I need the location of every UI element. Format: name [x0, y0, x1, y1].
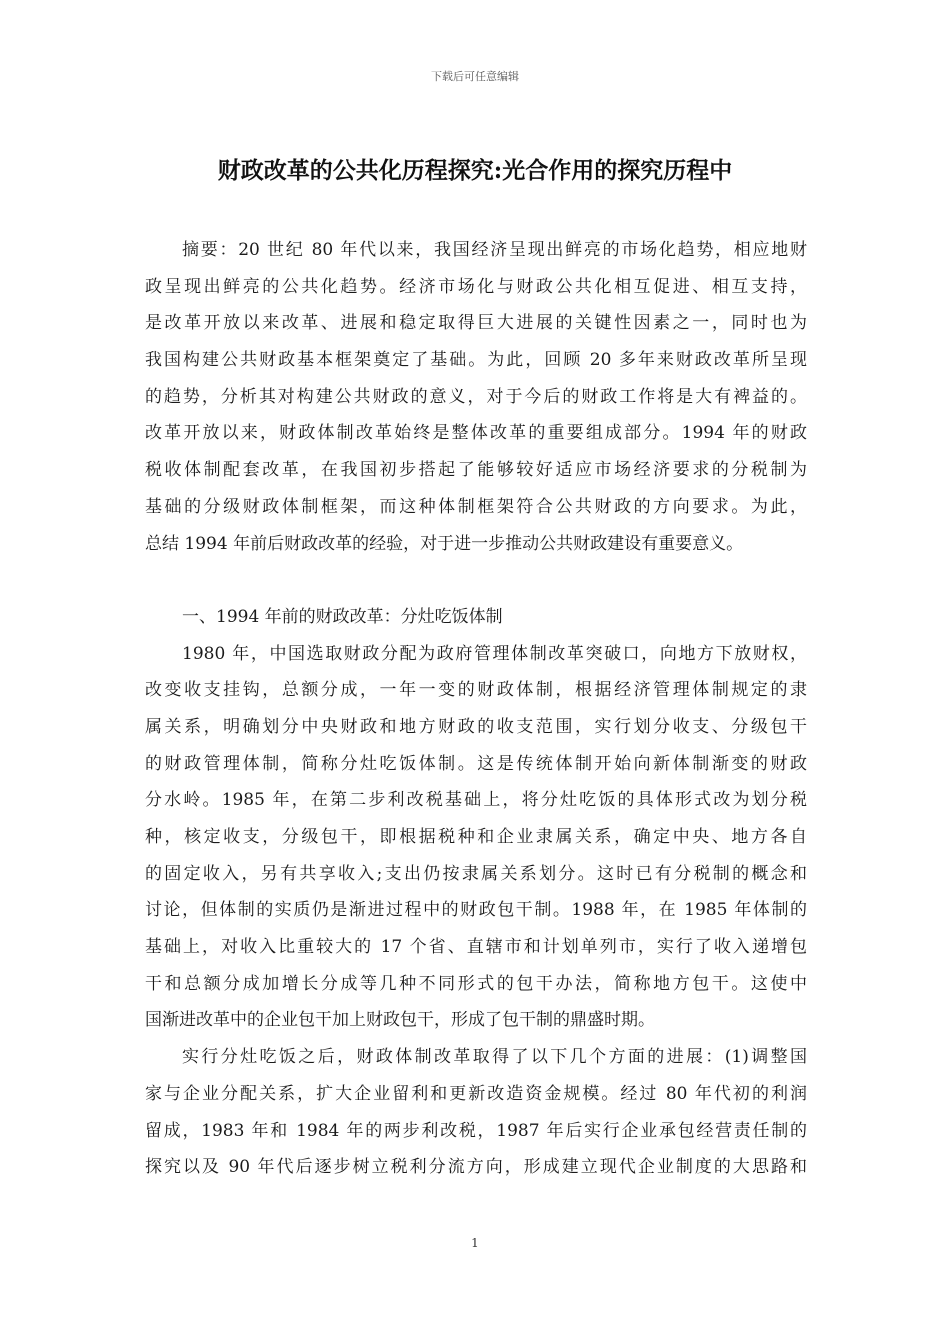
paragraph-line: 的财政管理体制，简称分灶吃饭体制。这是传统体制开始向新体制渐变的财政 — [145, 753, 807, 774]
abstract-line: 政呈现出鲜亮的公共化趋势。经济市场化与财政公共化相互促进、相互支持， — [145, 276, 807, 297]
paragraph-gap — [145, 562, 807, 599]
paragraph-line: 国渐进改革中的企业包干加上财政包干，形成了包干制的鼎盛时期。 — [145, 1010, 655, 1031]
abstract-line: 总结 1994 年前后财政改革的经验，对于进一步推动公共财政建设有重要意义。 — [145, 533, 744, 554]
paragraph-line: 探究以及 90 年代后逐步树立税利分流方向，形成建立现代企业制度的大思路和 — [145, 1157, 807, 1178]
header-note: 下载后可任意编辑 — [431, 70, 519, 83]
paragraph-line: 实行分灶吃饭之后，财政体制改革取得了以下几个方面的进展：(1)调整国 — [182, 1047, 807, 1068]
paragraph-line: 改变收支挂钩，总额分成，一年一变的财政体制，根据经济管理体制规定的隶 — [145, 680, 807, 701]
paragraph-line: 干和总额分成加增长分成等几种不同形式的包干办法，简称地方包干。这使中 — [145, 973, 807, 994]
abstract-line: 的趋势，分析其对构建公共财政的意义，对于今后的财政工作将是大有裨益的。 — [145, 386, 807, 407]
paragraph-line: 讨论，但体制的实质仍是渐进过程中的财政包干制。1988 年，在 1985 年体制的 — [145, 900, 807, 921]
paragraph-line: 1980 年，中国选取财政分配为政府管理体制改革突破口，向地方下放财权， — [182, 643, 807, 664]
paragraph-line: 留成，1983 年和 1984 年的两步利改税，1987 年后实行企业承包经营责任制的 — [145, 1120, 807, 1141]
paragraph-line: 的固定收入，另有共享收入;支出仍按隶属关系划分。这时已有分税制的概念和 — [145, 863, 807, 884]
abstract-line: 改革开放以来，财政体制改革始终是整体改革的重要组成部分。1994 年的财政 — [145, 423, 807, 444]
page-number: 1 — [471, 1236, 479, 1250]
abstract-line: 我国构建公共财政基本框架奠定了基础。为此，回顾 20 多年来财政改革所呈现 — [145, 350, 807, 371]
document-body — [145, 232, 807, 1186]
abstract-line: 摘要：20 世纪 80 年代以来，我国经济呈现出鲜亮的市场化趋势，相应地财 — [182, 240, 807, 260]
paragraph-line: 种，核定收支，分级包干，即根据税种和企业隶属关系，确定中央、地方各自 — [145, 827, 807, 847]
abstract-line: 基础的分级财政体制框架，而这种体制框架符合公共财政的方向要求。为此， — [145, 496, 807, 517]
abstract-line: 税收体制配套改革，在我国初步搭起了能够较好适应市场经济要求的分税制为 — [145, 460, 807, 481]
abstract-line: 是改革开放以来改革、进展和稳定取得巨大进展的关键性因素之一，同时也为 — [145, 313, 807, 334]
section-heading: 一、1994 年前的财政改革：分灶吃饭体制 — [182, 606, 503, 627]
paragraph-line: 属关系，明确划分中央财政和地方财政的收支范围，实行划分收支、分级包干 — [145, 716, 807, 737]
paragraph-line: 家与企业分配关系，扩大企业留利和更新改造资金规模。经过 80 年代初的利润 — [145, 1083, 807, 1104]
document-title: 财政改革的公共化历程探究:光合作用的探究历程中 — [217, 157, 733, 184]
paragraph-line: 分水岭。1985 年，在第二步利改税基础上，将分灶吃饭的具体形式改为划分税 — [145, 790, 807, 811]
paragraph-line: 基础上，对收入比重较大的 17 个省、直辖市和计划单列市，实行了收入递增包 — [145, 937, 807, 958]
